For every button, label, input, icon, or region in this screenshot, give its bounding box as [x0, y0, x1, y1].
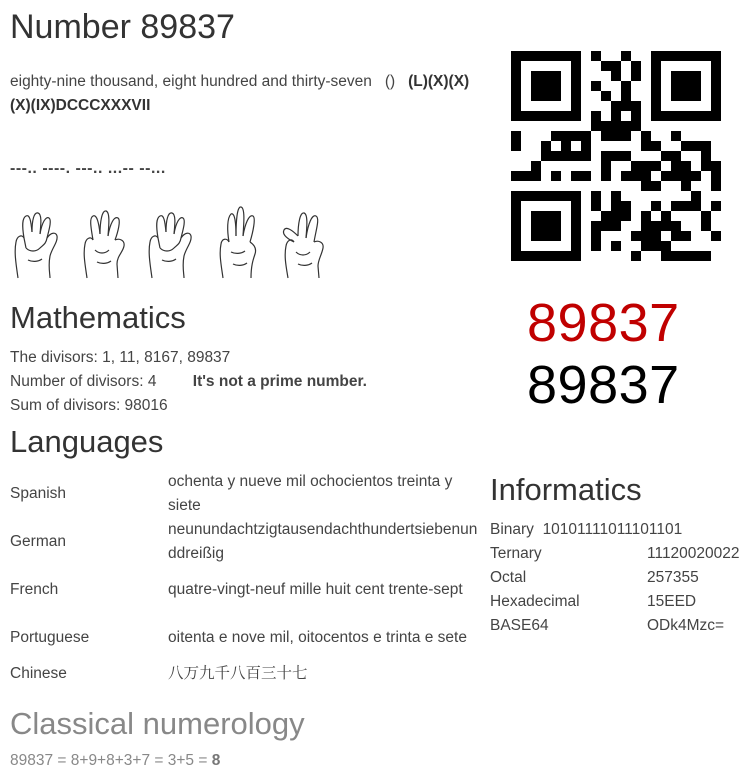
language-name: French: [10, 581, 59, 598]
informatics-value: ODk4Mzc=: [647, 617, 725, 634]
mathematics-heading: Mathematics: [10, 300, 186, 335]
informatics-row: [490, 590, 740, 614]
page-title: Number 89837: [10, 8, 235, 46]
morse-code: ---.. ----. ---.. ...-- --...: [10, 160, 166, 177]
informatics-row: [490, 566, 740, 590]
languages-heading: Languages: [10, 424, 164, 459]
informatics-row: [490, 542, 740, 566]
language-text: neunundachtzigtausendachthundertsiebenunddreißig: [168, 521, 478, 562]
sum-divisors: Sum of divisors: 98016: [10, 397, 168, 414]
hand-sign-icon: [211, 204, 267, 280]
hand-sign-icon: [144, 204, 200, 280]
number-words: [10, 70, 480, 118]
qr-code-icon: [511, 51, 721, 261]
language-row: [10, 662, 480, 686]
informatics-section: [490, 518, 740, 638]
informatics-heading: Informatics: [490, 472, 642, 507]
language-row: [10, 614, 480, 662]
language-name: Portuguese: [10, 629, 90, 646]
informatics-value: 257355: [647, 569, 699, 586]
hand-sign-icon: [10, 204, 66, 280]
informatics-label: Ternary: [490, 545, 542, 562]
informatics-label: BASE64: [490, 617, 549, 634]
language-name: German: [10, 533, 66, 550]
prime-status: It's not a prime number.: [192, 373, 367, 390]
numerology-result: 8: [211, 752, 221, 769]
roman-numeral: (L)(X)(X)(X)(IX)DCCCXXXVII: [10, 73, 470, 114]
sign-language-row: [10, 204, 334, 280]
mathematics-section: [10, 346, 367, 418]
binary-label: Binary: [490, 521, 534, 538]
num-divisors-row: [10, 370, 367, 394]
informatics-label: Hexadecimal: [490, 593, 580, 610]
language-text: 八万九千八百三十七: [168, 665, 308, 682]
numerology-heading: Classical numerology: [10, 706, 305, 741]
language-name: Spanish: [10, 485, 67, 502]
languages-table: [10, 470, 480, 686]
hand-sign-icon: [278, 204, 334, 280]
divisors-line: The divisors: 1, 11, 8167, 89837: [10, 349, 231, 366]
language-row: [10, 518, 480, 566]
language-text: ochenta y nueve mil ochocientos treinta y siete: [168, 473, 453, 514]
hand-sign-icon: [77, 204, 133, 280]
numerology-formula: 89837 = 8+9+8+3+7 = 3+5 =: [10, 752, 212, 769]
binary-value: 10101111011101101: [542, 521, 683, 538]
informatics-row: [490, 614, 740, 638]
english-words: eighty-nine thousand, eight hundred and thirty-seven: [10, 73, 372, 90]
language-row: [10, 566, 480, 614]
language-name: Chinese: [10, 665, 67, 682]
informatics-value: 11120020022: [647, 545, 740, 562]
language-row: [10, 470, 480, 518]
parens: (): [384, 73, 396, 90]
numerology-line: [10, 752, 220, 770]
big-number-black: 89837: [527, 355, 680, 415]
num-divisors: Number of divisors: 4: [10, 373, 157, 390]
binary-row: [490, 518, 740, 542]
informatics-label: Octal: [490, 569, 527, 586]
big-number-red: 89837: [527, 293, 680, 353]
language-text: quatre-vingt-neuf mille huit cent trente-sept: [168, 581, 463, 598]
informatics-value: 15EED: [647, 593, 697, 610]
language-text: oitenta e nove mil, oitocentos e trinta e sete: [168, 629, 467, 646]
